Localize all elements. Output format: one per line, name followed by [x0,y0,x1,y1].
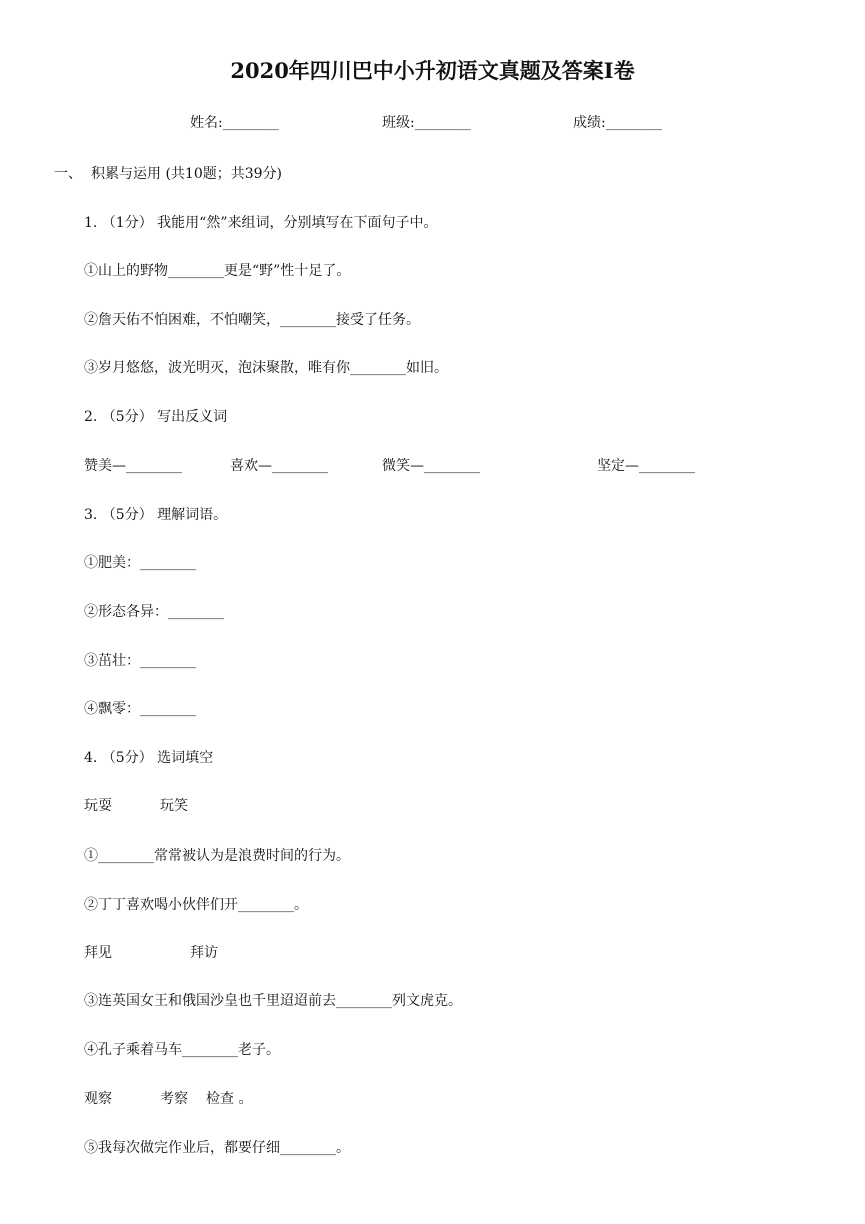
word-choice-3a: 观察 [84,1091,112,1107]
word-choice-1a: 玩耍 [84,798,112,814]
antonym-item-3: 微笑—________ [382,458,480,474]
word-choice-2b: 拜访 [190,945,218,961]
antonym-item-4: 坚定—________ [597,458,695,474]
question-2-stem: 2. （5分） 写出反义词 [84,409,228,425]
question-1-sentence-2: ②詹天佑不怕困难，不怕嘲笑，________接受了任务。 [84,312,420,328]
question-1-sentence-3: ③岁月悠悠，波光明灭，泡沫聚散，唯有你________如旧。 [84,360,448,376]
question-4-sentence-4: ④孔子乘着马车________老子。 [84,1042,280,1058]
word-meaning-item-3: ③茁壮：________ [84,653,196,669]
word-meaning-item-1: ①肥美：________ [84,555,196,571]
question-4-sentence-5: ⑤我每次做完作业后，都要仔细________。 [84,1140,350,1156]
question-1-sentence-1: ①山上的野物________更是“野”性十足了。 [84,263,351,279]
question-3-stem: 3. （5分） 理解词语。 [84,507,228,523]
question-4-stem: 4. （5分） 选词填空 [84,750,214,766]
word-choice-3c: 检查 。 [206,1091,253,1107]
question-1-stem: 1. （1分） 我能用“然”来组词，分别填写在下面句子中。 [84,215,438,231]
score-field: 成绩:________ [573,115,662,131]
word-choice-3b: 考察 [160,1091,188,1107]
question-4-sentence-1: ①________常常被认为是浪费时间的行为。 [84,848,350,864]
page-title: 2020年四川巴中小升初语文真题及答案Ⅰ卷 [230,58,635,83]
question-4-sentence-2: ②丁丁喜欢喝小伙伴们开________。 [84,897,308,913]
name-field: 姓名:________ [190,115,279,131]
word-meaning-item-2: ②形态各异：________ [84,604,224,620]
section-number: 一、 [54,166,82,182]
word-choice-1b: 玩笑 [160,798,188,814]
section-heading: 积累与运用 (共10题；共39分) [91,166,283,182]
class-field: 班级:________ [382,115,471,131]
word-meaning-item-4: ④飘零：________ [84,701,196,717]
word-choice-2a: 拜见 [84,945,112,961]
question-4-sentence-3: ③连英国女王和俄国沙皇也千里迢迢前去________列文虎克。 [84,993,462,1009]
antonym-item-2: 喜欢—________ [230,458,328,474]
antonym-item-1: 赞美—________ [84,458,182,474]
